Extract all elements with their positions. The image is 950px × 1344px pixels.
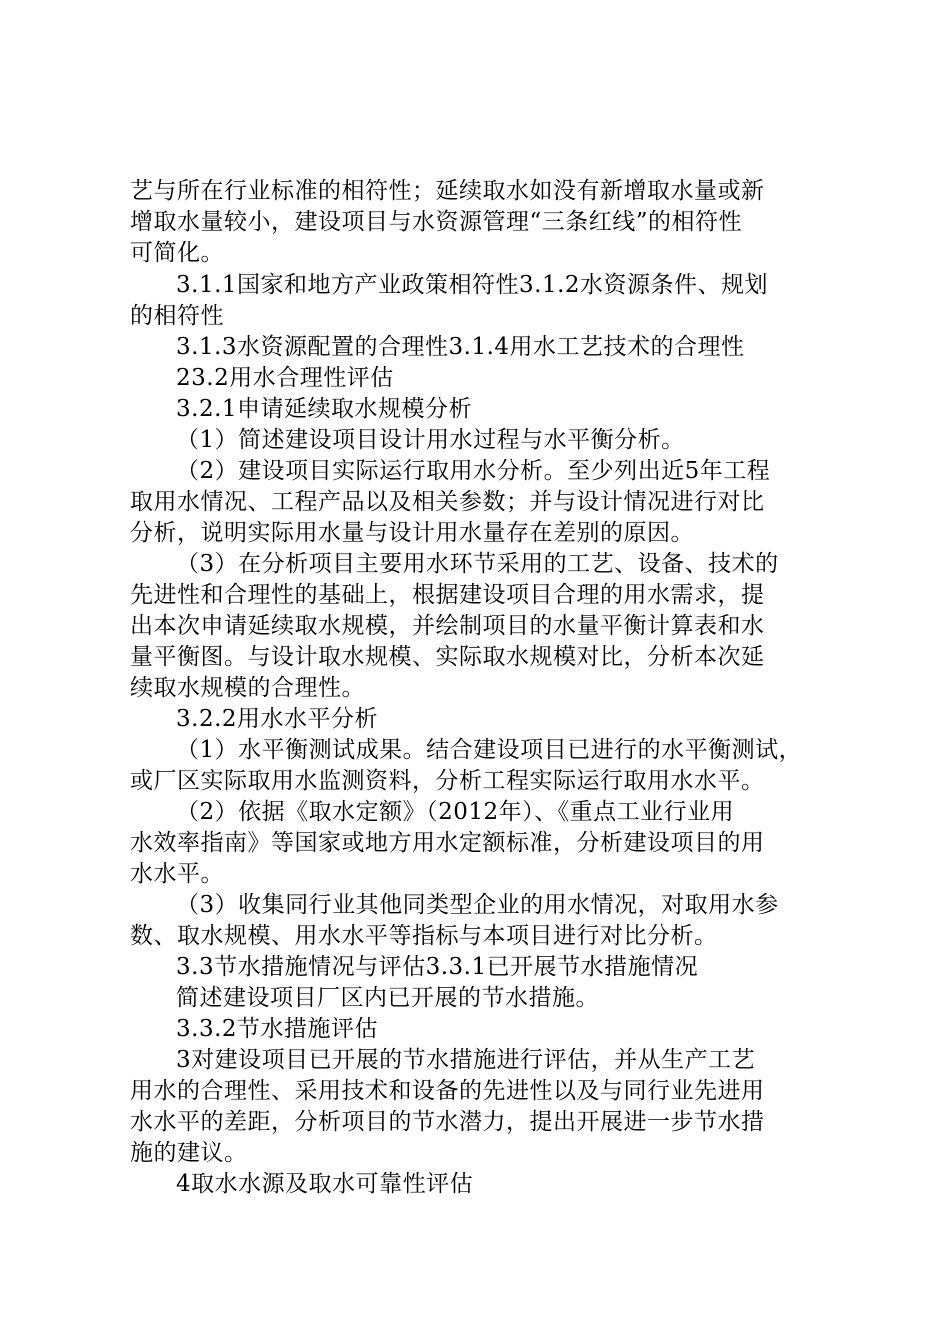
text-line: 3对建设项目已开展的节水措施进行评估，并从生产工艺 xyxy=(176,1047,756,1073)
text-line: （2）依据《取水定额》（2012年）、《重点工业行业用 xyxy=(176,799,735,825)
text-line: 数、取水规模、用水水平等指标与本项目进行对比分析。 xyxy=(130,923,718,949)
text-line: 施的建议。 xyxy=(130,1140,248,1166)
text-line: 分析，说明实际用水量与设计用水量存在差别的原因。 xyxy=(130,520,694,546)
subsection-heading: 3.2.2用水水平分析 xyxy=(176,706,379,732)
text-line: 增取水量较小，建设项目与水资源管理“三条红线”的相符性 xyxy=(130,209,743,235)
text-line: 3.1.1国家和地方产业政策相符性3.1.2水资源条件、规划 xyxy=(176,272,769,298)
text-line: 续取水规模的合理性。 xyxy=(130,675,365,701)
text-line: （1）水平衡测试成果。结合建设项目已进行的水平衡测试， xyxy=(176,737,803,763)
text-line: 用水的合理性、采用技术和设备的先进性以及与同行业先进用 xyxy=(130,1078,765,1104)
text-line: 简述建设项目厂区内已开展的节水措施。 xyxy=(176,985,599,1011)
section-heading: 4取水水源及取水可靠性评估 xyxy=(176,1171,474,1197)
text-line: 可简化。 xyxy=(130,240,224,266)
text-line: 的相符性 xyxy=(130,303,224,329)
text-line: 或厂区实际取用水监测资料，分析工程实际运行取用水水平。 xyxy=(130,768,765,794)
section-heading: 3.3节水措施情况与评估3.3.1已开展节水措施情况 xyxy=(176,954,699,980)
text-line: 取用水情况、工程产品以及相关参数；并与设计情况进行对比 xyxy=(130,489,765,515)
text-line: 水水平。 xyxy=(130,861,224,887)
text-line: 先进性和合理性的基础上，根据建设项目合理的用水需求，提 xyxy=(130,582,765,608)
text-line: 水水平的差距，分析项目的节水潜力，提出开展进一步节水措 xyxy=(130,1109,765,1135)
section-heading: 23.2用水合理性评估 xyxy=(176,365,394,391)
text-line: 艺与所在行业标准的相符性；延续取水如没有新增取水量或新 xyxy=(130,178,765,204)
text-line: （1）简述建设项目设计用水过程与水平衡分析。 xyxy=(176,427,685,453)
subsection-heading: 3.2.1申请延续取水规模分析 xyxy=(176,396,473,422)
text-line: 出本次申请延续取水规模，并绘制项目的水量平衡计算表和水 xyxy=(130,613,765,639)
subsection-heading: 3.3.2节水措施评估 xyxy=(176,1016,379,1042)
text-line: （3）在分析项目主要用水环节采用的工艺、设备、技术的 xyxy=(176,551,779,577)
text-line: （2）建设项目实际运行取用水分析。至少列出近5年工程 xyxy=(176,458,771,484)
text-line: 水效率指南》等国家或地方用水定额标准，分析建设项目的用 xyxy=(130,830,765,856)
text-line: （3）收集同行业其他同类型企业的用水情况，对取用水参 xyxy=(176,892,779,918)
text-line: 量平衡图。与设计取水规模、实际取水规模对比，分析本次延 xyxy=(130,644,765,670)
text-line: 3.1.3水资源配置的合理性3.1.4用水工艺技术的合理性 xyxy=(176,334,745,360)
